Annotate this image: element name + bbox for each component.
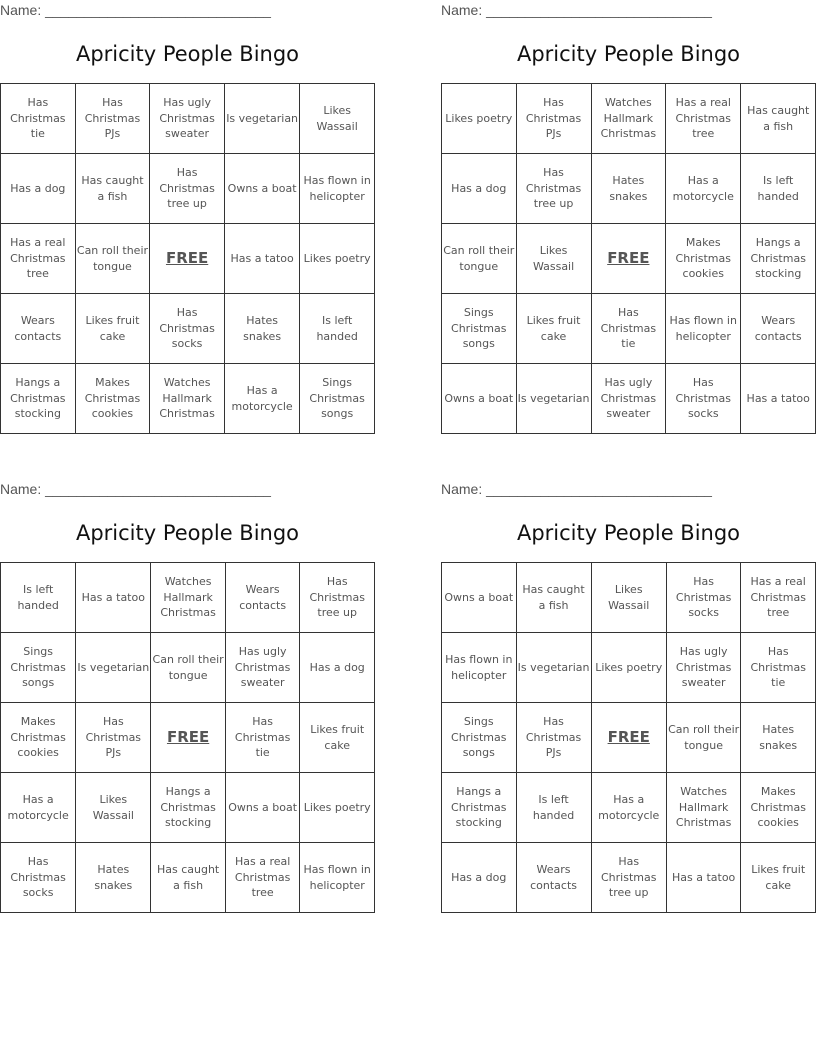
bingo-cell[interactable]: Hangs a Christmas stocking xyxy=(151,773,226,843)
bingo-row xyxy=(442,773,816,843)
bingo-row xyxy=(1,773,375,843)
bingo-cell[interactable]: Is left handed xyxy=(300,294,375,364)
bingo-row xyxy=(442,843,816,913)
bingo-cell[interactable]: Has a real Christmas tree xyxy=(741,563,816,633)
name-label: Name: xyxy=(441,481,483,497)
name-field[interactable] xyxy=(441,2,712,18)
bingo-cell[interactable]: Makes Christmas cookies xyxy=(75,364,150,434)
bingo-cell[interactable]: Has caught a fish xyxy=(151,843,226,913)
bingo-cell[interactable]: Likes poetry xyxy=(591,633,666,703)
bingo-cell[interactable]: Has Christmas tree up xyxy=(591,843,666,913)
bingo-cell[interactable]: Likes poetry xyxy=(442,84,517,154)
bingo-cell[interactable]: Makes Christmas cookies xyxy=(1,703,76,773)
bingo-cell[interactable]: Watches Hallmark Christmas xyxy=(591,84,666,154)
bingo-row xyxy=(442,563,816,633)
free-space[interactable]: FREE xyxy=(150,224,225,294)
bingo-cell[interactable]: Hangs a Christmas stocking xyxy=(442,773,517,843)
name-blank-line[interactable]: _____________________________ xyxy=(486,481,712,497)
bingo-cell[interactable]: Has a tatoo xyxy=(76,563,151,633)
bingo-cell[interactable]: Sings Christmas songs xyxy=(442,703,517,773)
bingo-cell[interactable]: Has a dog xyxy=(300,633,375,703)
bingo-row xyxy=(1,154,375,224)
bingo-cell[interactable]: Has Christmas PJs xyxy=(75,84,150,154)
bingo-grid xyxy=(0,83,375,434)
bingo-cell[interactable]: Owns a boat xyxy=(442,364,517,434)
bingo-cell[interactable]: Makes Christmas cookies xyxy=(666,224,741,294)
bingo-cell[interactable]: Has ugly Christmas sweater xyxy=(591,364,666,434)
bingo-cell[interactable]: Can roll their tongue xyxy=(151,633,226,703)
name-field[interactable] xyxy=(0,481,271,497)
bingo-cell[interactable]: Has flown in helicopter xyxy=(300,154,375,224)
bingo-cell[interactable]: Has flown in helicopter xyxy=(666,294,741,364)
bingo-row xyxy=(1,294,375,364)
name-field[interactable] xyxy=(0,2,271,18)
bingo-cell[interactable]: Is left handed xyxy=(741,154,816,224)
bingo-cell[interactable]: Likes Wassail xyxy=(76,773,151,843)
bingo-cell[interactable]: Hates snakes xyxy=(591,154,666,224)
bingo-cell[interactable]: Has flown in helicopter xyxy=(442,633,517,703)
bingo-cell[interactable]: Watches Hallmark Christmas xyxy=(150,364,225,434)
bingo-cell[interactable]: Has caught a fish xyxy=(516,563,591,633)
bingo-card-1 xyxy=(0,0,375,435)
name-label: Name: xyxy=(0,481,42,497)
bingo-cell[interactable]: Has Christmas socks xyxy=(150,294,225,364)
bingo-cell[interactable]: Likes Wassail xyxy=(516,224,591,294)
bingo-cell[interactable]: Sings Christmas songs xyxy=(300,364,375,434)
card-title: Apricity People Bingo xyxy=(516,521,741,545)
bingo-cell[interactable]: Likes Wassail xyxy=(591,563,666,633)
card-title: Apricity People Bingo xyxy=(75,521,300,545)
name-label: Name: xyxy=(441,2,483,18)
bingo-cell[interactable]: Has flown in helicopter xyxy=(300,843,375,913)
card-title: Apricity People Bingo xyxy=(75,42,300,66)
bingo-cell[interactable]: Has a dog xyxy=(442,154,517,224)
bingo-row xyxy=(442,84,816,154)
bingo-cell[interactable]: Has ugly Christmas sweater xyxy=(150,84,225,154)
bingo-cell[interactable]: Watches Hallmark Christmas xyxy=(666,773,741,843)
free-space[interactable]: FREE xyxy=(591,224,666,294)
bingo-cell[interactable]: Sings Christmas songs xyxy=(1,633,76,703)
bingo-cell[interactable]: Has Christmas tie xyxy=(591,294,666,364)
bingo-cell[interactable]: Has a motorcycle xyxy=(591,773,666,843)
bingo-cell[interactable]: Can roll their tongue xyxy=(666,703,741,773)
bingo-cell[interactable]: Hates snakes xyxy=(76,843,151,913)
bingo-row xyxy=(442,364,816,434)
bingo-row xyxy=(1,843,375,913)
bingo-cell[interactable]: Hangs a Christmas stocking xyxy=(741,224,816,294)
bingo-cell[interactable]: Has a motorcycle xyxy=(224,364,299,434)
bingo-cell[interactable]: Has a dog xyxy=(1,154,76,224)
name-field[interactable] xyxy=(441,481,712,497)
bingo-cell[interactable]: Has a real Christmas tree xyxy=(1,224,76,294)
bingo-row xyxy=(1,84,375,154)
bingo-cell[interactable]: Hates snakes xyxy=(741,703,816,773)
bingo-row xyxy=(442,154,816,224)
bingo-cell[interactable]: Has Christmas tie xyxy=(1,84,76,154)
bingo-cell[interactable]: Has ugly Christmas sweater xyxy=(225,633,300,703)
bingo-cell[interactable]: Owns a boat xyxy=(442,563,517,633)
bingo-cell[interactable]: Owns a boat xyxy=(225,773,300,843)
bingo-cell[interactable]: Likes poetry xyxy=(300,773,375,843)
name-blank-line[interactable]: _____________________________ xyxy=(45,481,271,497)
bingo-cell[interactable]: Likes fruit cake xyxy=(300,703,375,773)
name-label: Name: xyxy=(0,2,42,18)
bingo-cell[interactable]: Has a real Christmas tree xyxy=(666,84,741,154)
bingo-cell[interactable]: Has Christmas tree up xyxy=(300,563,375,633)
free-space[interactable]: FREE xyxy=(151,703,226,773)
bingo-cell[interactable]: Has Christmas socks xyxy=(666,364,741,434)
bingo-cell[interactable]: Likes fruit cake xyxy=(75,294,150,364)
bingo-cell[interactable]: Has a real Christmas tree xyxy=(225,843,300,913)
bingo-cell[interactable]: Hangs a Christmas stocking xyxy=(1,364,76,434)
bingo-grid xyxy=(441,83,816,434)
bingo-cell[interactable]: Is vegetarian xyxy=(76,633,151,703)
name-blank-line[interactable]: _____________________________ xyxy=(486,2,712,18)
bingo-cell[interactable]: Has a motorcycle xyxy=(666,154,741,224)
bingo-cell[interactable]: Makes Christmas cookies xyxy=(741,773,816,843)
name-blank-line[interactable]: _____________________________ xyxy=(45,2,271,18)
bingo-cell[interactable]: Is vegetarian xyxy=(224,84,299,154)
bingo-row xyxy=(442,224,816,294)
bingo-card-3 xyxy=(0,479,375,914)
bingo-row xyxy=(1,563,375,633)
bingo-cell[interactable]: Owns a boat xyxy=(224,154,299,224)
bingo-cell[interactable]: Is vegetarian xyxy=(516,364,591,434)
bingo-cell[interactable]: Is left handed xyxy=(516,773,591,843)
bingo-cell[interactable]: Has Christmas tie xyxy=(741,633,816,703)
bingo-cell[interactable]: Has Christmas PJs xyxy=(516,84,591,154)
bingo-row xyxy=(442,633,816,703)
bingo-cell[interactable]: Has caught a fish xyxy=(75,154,150,224)
bingo-cell[interactable]: Has ugly Christmas sweater xyxy=(666,633,741,703)
bingo-cell[interactable]: Hates snakes xyxy=(224,294,299,364)
bingo-cell[interactable]: Is left handed xyxy=(1,563,76,633)
bingo-cell[interactable]: Has caught a fish xyxy=(741,84,816,154)
bingo-cell[interactable]: Has Christmas PJs xyxy=(516,703,591,773)
bingo-row xyxy=(442,294,816,364)
bingo-cell[interactable]: Likes poetry xyxy=(300,224,375,294)
bingo-cell[interactable]: Has a tatoo xyxy=(224,224,299,294)
bingo-cell[interactable]: Is vegetarian xyxy=(516,633,591,703)
bingo-card-2 xyxy=(441,0,816,435)
bingo-cell[interactable]: Has a dog xyxy=(442,843,517,913)
bingo-cell[interactable]: Wears contacts xyxy=(225,563,300,633)
bingo-cell[interactable]: Wears contacts xyxy=(516,843,591,913)
bingo-cell[interactable]: Likes Wassail xyxy=(300,84,375,154)
bingo-grid xyxy=(441,562,816,913)
bingo-cell[interactable]: Has Christmas tree up xyxy=(150,154,225,224)
card-title: Apricity People Bingo xyxy=(516,42,741,66)
bingo-cell[interactable]: Has Christmas tie xyxy=(225,703,300,773)
bingo-card-4 xyxy=(441,479,816,914)
bingo-cell[interactable]: Wears contacts xyxy=(1,294,76,364)
bingo-cell[interactable]: Has Christmas socks xyxy=(1,843,76,913)
bingo-cell[interactable]: Has a tatoo xyxy=(741,364,816,434)
bingo-cell[interactable]: Sings Christmas songs xyxy=(442,294,517,364)
bingo-cell[interactable]: Has a motorcycle xyxy=(1,773,76,843)
bingo-cell[interactable]: Likes fruit cake xyxy=(516,294,591,364)
bingo-cell[interactable]: Can roll their tongue xyxy=(75,224,150,294)
bingo-cell[interactable]: Watches Hallmark Christmas xyxy=(151,563,226,633)
bingo-row xyxy=(1,364,375,434)
bingo-row xyxy=(442,703,816,773)
bingo-grid xyxy=(0,562,375,913)
bingo-row xyxy=(1,224,375,294)
bingo-cell[interactable]: Likes fruit cake xyxy=(741,843,816,913)
bingo-cell[interactable]: Wears contacts xyxy=(741,294,816,364)
bingo-row xyxy=(1,703,375,773)
free-space[interactable]: FREE xyxy=(591,703,666,773)
bingo-cell[interactable]: Has a tatoo xyxy=(666,843,741,913)
bingo-cell[interactable]: Has Christmas tree up xyxy=(516,154,591,224)
bingo-cell[interactable]: Has Christmas socks xyxy=(666,563,741,633)
bingo-row xyxy=(1,633,375,703)
bingo-cell[interactable]: Has Christmas PJs xyxy=(76,703,151,773)
bingo-cell[interactable]: Can roll their tongue xyxy=(442,224,517,294)
